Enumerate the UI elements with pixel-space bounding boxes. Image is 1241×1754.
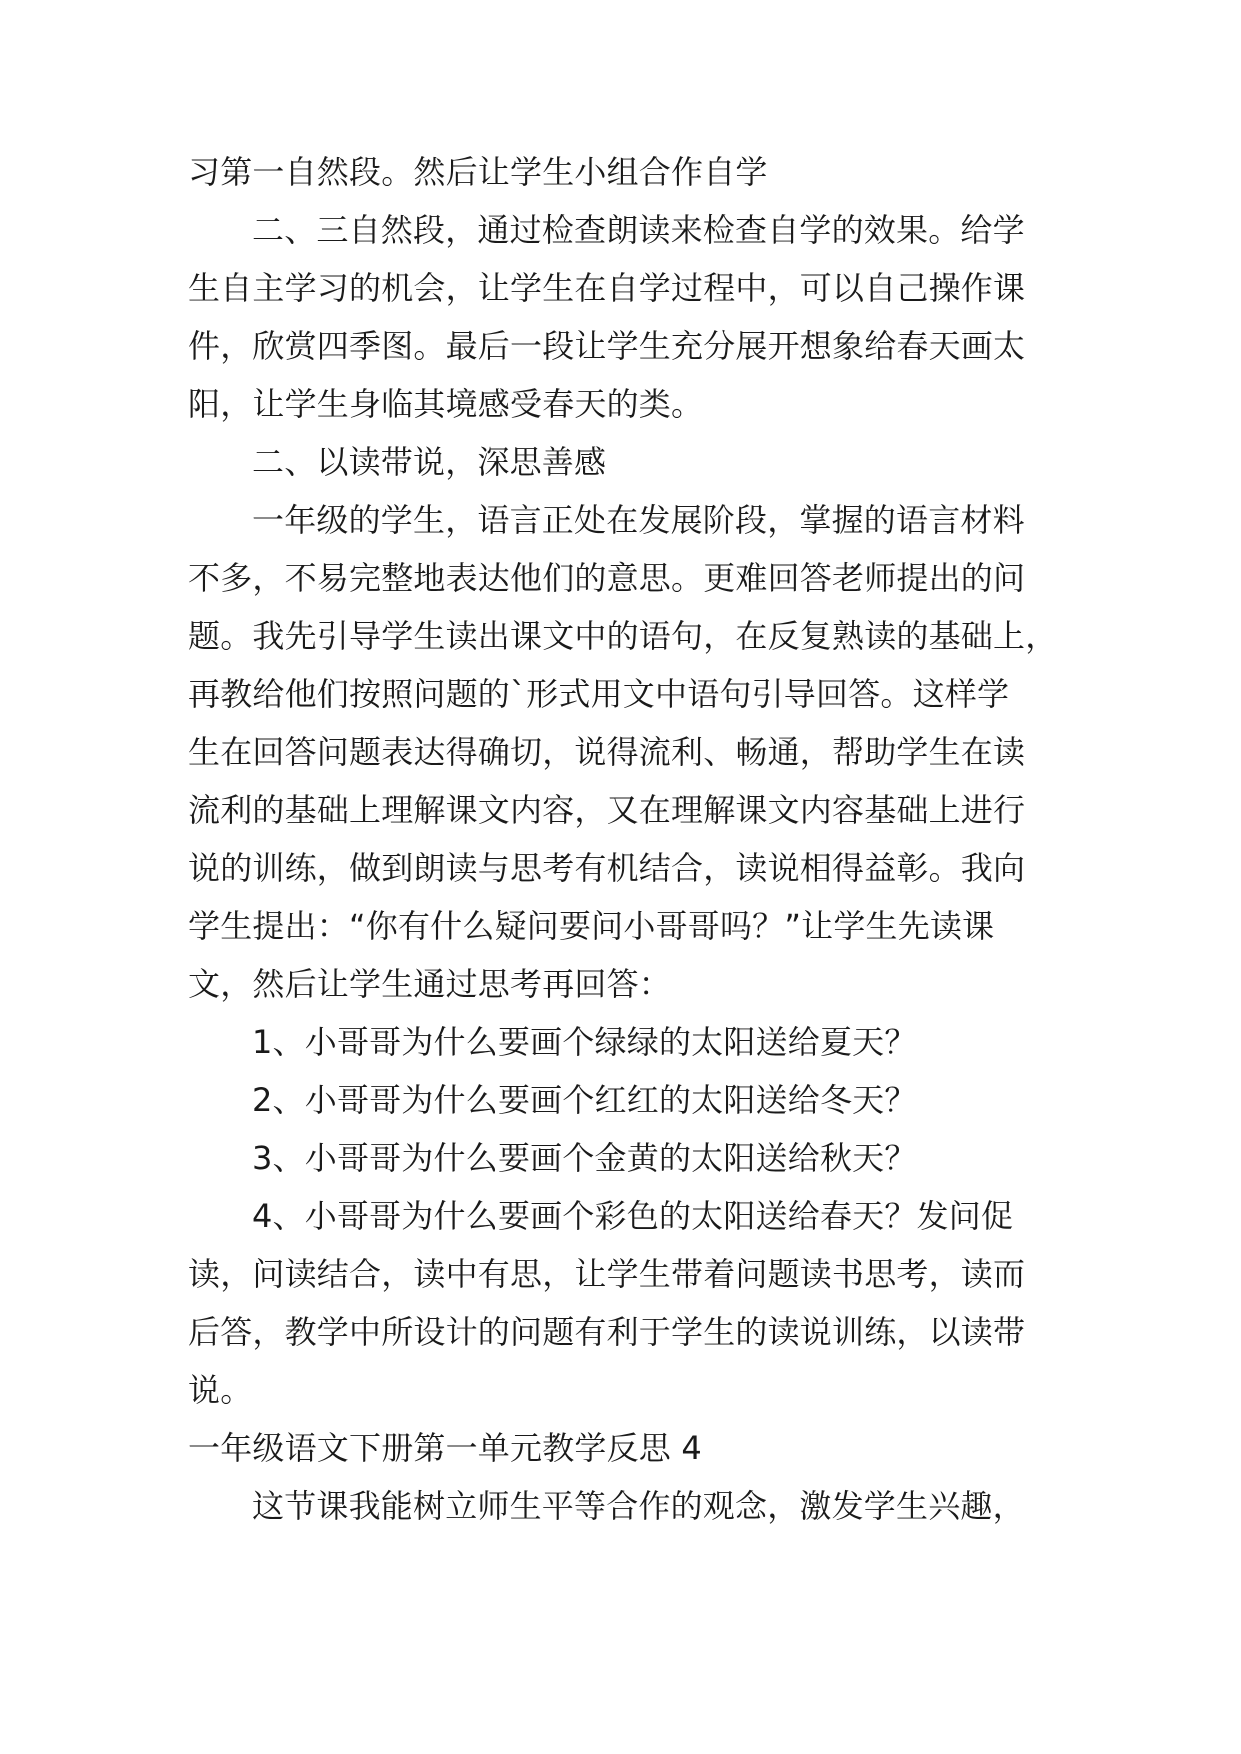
list-item: 3、小哥哥为什么要画个金黄的太阳送给秋天？ — [252, 1139, 917, 1177]
paragraph-line: 说。 — [188, 1371, 253, 1409]
paragraph-line: 题。我先引导学生读出课文中的语句，在反复熟读的基础上， — [188, 617, 1058, 655]
paragraph-line: 二、三自然段，通过检查朗读来检查自学的效果。给学 — [252, 211, 1025, 249]
list-item: 4、小哥哥为什么要画个彩色的太阳送给春天？发问促 — [252, 1197, 1014, 1235]
paragraph-line: 件，欣赏四季图。最后一段让学生充分展开想象给春天画太 — [188, 327, 1026, 365]
paragraph-line: 文，然后让学生通过思考再回答： — [188, 965, 672, 1003]
list-item: 2、小哥哥为什么要画个红红的太阳送给冬天？ — [252, 1081, 917, 1119]
section-heading: 二、以读带说，深思善感 — [252, 443, 607, 481]
paragraph-line: 读，问读结合，读中有思，让学生带着问题读书思考，读而 — [188, 1255, 1026, 1293]
paragraph-line: 一年级的学生，语言正处在发展阶段，掌握的语言材料 — [252, 501, 1025, 539]
paragraph-line: 生在回答问题表达得确切，说得流利、畅通，帮助学生在读 — [188, 733, 1026, 771]
paragraph-line: 阳，让学生身临其境感受春天的类。 — [188, 385, 704, 423]
list-item: 1、小哥哥为什么要画个绿绿的太阳送给夏天？ — [252, 1023, 917, 1061]
paragraph-line: 再教给他们按照问题的`形式用文中语句引导回答。这样学 — [188, 675, 1010, 713]
paragraph-line: 习第一自然段。然后让学生小组合作自学 — [188, 153, 768, 191]
paragraph-line: 流利的基础上理解课文内容，又在理解课文内容基础上进行 — [188, 791, 1026, 829]
paragraph-line: 这节课我能树立师生平等合作的观念，激发学生兴趣， — [252, 1487, 1025, 1525]
paragraph-line: 学生提出：“你有什么疑问要问小哥哥吗？”让学生先读课 — [188, 907, 995, 945]
paragraph-line: 说的训练，做到朗读与思考有机结合，读说相得益彰。我向 — [188, 849, 1026, 887]
document-title: 一年级语文下册第一单元教学反思 4 — [188, 1429, 702, 1467]
paragraph-line: 不多，不易完整地表达他们的意思。更难回答老师提出的问 — [188, 559, 1026, 597]
paragraph-line: 后答，教学中所设计的问题有利于学生的读说训练，以读带 — [188, 1313, 1026, 1351]
paragraph-line: 生自主学习的机会，让学生在自学过程中，可以自己操作课 — [188, 269, 1026, 307]
